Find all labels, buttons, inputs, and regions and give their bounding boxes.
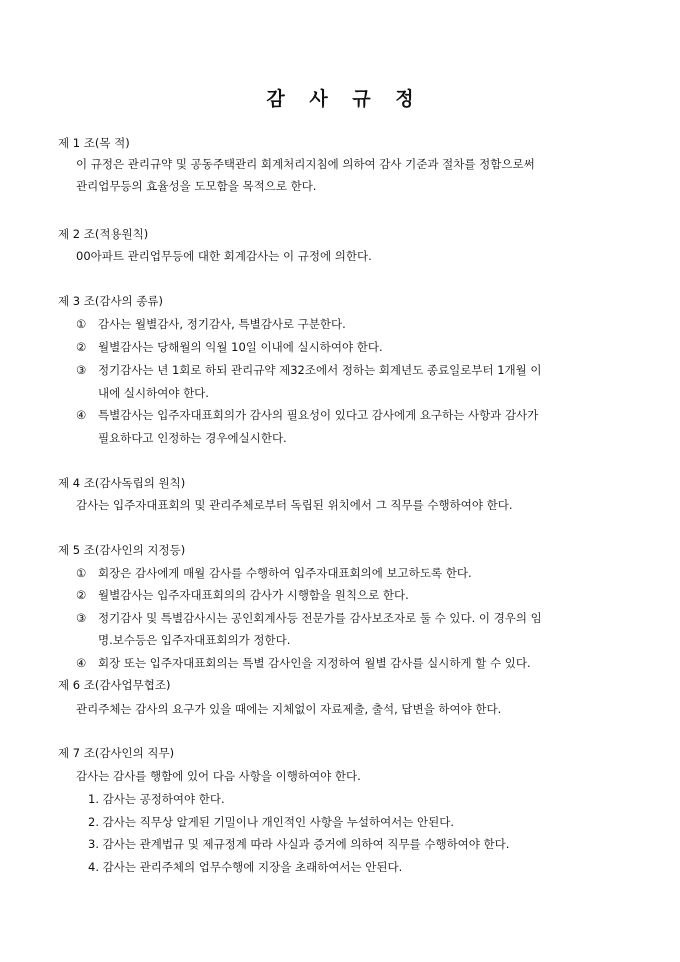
article-7-numbered-item: 1. 감사는 공정하여야 한다. xyxy=(88,792,225,806)
article-1-text-line: 관리업무등의 효율성을 도모함을 목적으로 한다. xyxy=(76,179,317,193)
article-3-item: ② 월별감사는 당해월의 익월 10일 이내에 실시하여야 한다. xyxy=(76,340,383,354)
article-5-item-continuation: 명.보수등은 입주자대표회의가 정한다. xyxy=(98,633,291,647)
article-7-numbered-item: 3. 감사는 관계법규 및 제규정계 따라 사실과 증거에 의하여 직무를 수행하여야 한다. xyxy=(88,837,510,851)
article-2-heading: 제 2 조(적용원칙) xyxy=(58,227,149,241)
article-3-item: ① 감사는 월별감사, 정기감사, 특별감사로 구분한다. xyxy=(76,317,346,331)
article-1-text-line: 이 규정은 관리규약 및 공동주택관리 회계처리지침에 의하여 감사 기준과 절차를 정함으로써 xyxy=(76,157,535,171)
article-6-text-line: 관리주체는 감사의 요구가 있을 때에는 지체없이 자료제출, 출석, 답변을 하여야 한다. xyxy=(76,702,502,716)
article-3-item-continuation: 필요하다고 인정하는 경우에실시한다. xyxy=(98,431,287,445)
article-4-text-line: 감사는 입주자대표회의 및 관리주체로부터 독립된 위치에서 그 직무를 수행하여야 한다. xyxy=(76,498,513,512)
article-3-item: ③ 정기감사는 년 1회로 하되 관리규약 제32조에서 정하는 회계년도 종료일로부터 1개월 이 xyxy=(76,363,542,377)
article-7-heading: 제 7 조(감사인의 직무) xyxy=(58,746,175,760)
article-7-text-line: 감사는 감사를 행함에 있어 다음 사항을 이행하여야 한다. xyxy=(76,769,361,783)
document-title: 감 사 규 정 xyxy=(266,88,423,110)
article-7-numbered-item: 2. 감사는 직무상 알게된 기밀이나 개인적인 사항을 누설하여서는 안된다. xyxy=(88,815,455,829)
article-2-text-line: 00아파트 관리업무등에 대한 회계감사는 이 규정에 의한다. xyxy=(76,249,372,263)
article-3-item-continuation: 내에 실시하여야 한다. xyxy=(98,386,209,400)
article-6-heading: 제 6 조(감사업무협조) xyxy=(58,678,171,692)
article-4-heading: 제 4 조(감사독립의 원칙) xyxy=(58,476,186,490)
article-1-heading: 제 1 조(목 적) xyxy=(58,136,130,150)
article-3-heading: 제 3 조(감사의 종류) xyxy=(58,294,164,308)
article-7-numbered-item: 4. 감사는 관리주체의 업무수행에 지장을 초래하여서는 안된다. xyxy=(88,860,403,874)
article-5-item: ② 월별감사는 입주자대표회의의 감사가 시행함을 원칙으로 한다. xyxy=(76,588,409,602)
article-5-heading: 제 5 조(감사인의 지정등) xyxy=(58,543,186,557)
article-5-item: ① 회장은 감사에게 매월 감사를 수행하여 입주자대표회의에 보고하도록 한다. xyxy=(76,566,472,580)
article-5-item: ③ 정기감사 및 특별감사시는 공인회계사등 전문가를 감사보조자로 둘 수 있다. 이 경우의 임 xyxy=(76,611,542,625)
article-5-item: ④ 회장 또는 입주자대표회의는 특별 감사인을 지정하여 월별 감사를 실시하게 할 수 있다. xyxy=(76,656,531,670)
article-3-item: ④ 특별감사는 입주자대표회의가 감사의 필요성이 있다고 감사에게 요구하는 사항과 감사가 xyxy=(76,408,539,422)
